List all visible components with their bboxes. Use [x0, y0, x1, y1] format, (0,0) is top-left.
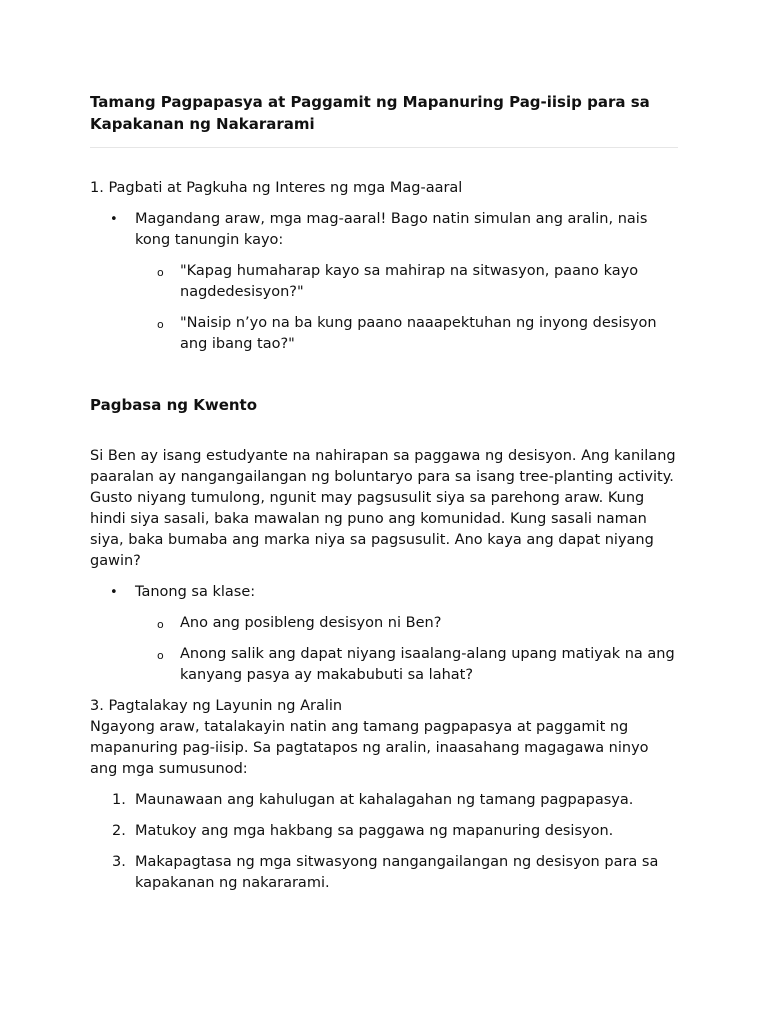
list-item: [90, 821, 678, 842]
story-paragraph: Si Ben ay isang estudyante na nahirapan sa paggawa ng desisyon. Ang kanilang paaralan ay nangangailangan ng boluntaryo para sa isang tree-planting activity. Gusto niyang tumulong, ngunit may pagsusulit siya sa parehong araw. Kung hindi siya sasali, baka mawalan ng puno ang komunidad. Kung sasali naman siya, baka bumaba ang marka niya sa pagsusulit. Ano kaya ang dapat niyang gawin?: [90, 448, 676, 569]
list-item: [90, 852, 678, 894]
list-item: [90, 209, 678, 355]
section-3-intro: Ngayong araw, tatalakayin natin ang tamang pagpapasya at paggamit ng mapanuring pag-iisip. Sa pagtatapos ng aralin, inaasahang magagawa ninyo ang mga sumusunod:: [90, 719, 649, 777]
section-1-heading: 1. Pagbati at Pagkuha ng Interes ng mga Mag-aaral: [90, 180, 463, 196]
list-number: 1.: [112, 792, 126, 808]
section-2-sub-list: [135, 613, 678, 686]
section-3-heading: 3. Pagtalakay ng Layunin ng Aralin: [90, 698, 343, 714]
list-item: [90, 790, 678, 811]
list-item: o "Kapag humaharap kayo sa mahirap na sitwasyon, paano kayo nagdedesisyon?": [135, 261, 678, 303]
document-title: Tamang Pagpapasya at Paggamit ng Mapanuring Pag-iisip para sa Kapakanan ng Nakararami: [90, 93, 650, 133]
objectives-list: [90, 790, 678, 894]
list-item: o Anong salik ang dapat niyang isaalang-alang upang matiyak na ang kanyang pasya ay makabubuti sa lahat?: [135, 644, 678, 686]
list-item-text: Matukoy ang mga hakbang sa paggawa ng mapanuring desisyon.: [135, 823, 614, 839]
list-number: 3.: [112, 854, 126, 870]
list-item: o "Naisip n’yo na ba kung paano naaapektuhan ng inyong desisyon ang ibang tao?": [135, 313, 678, 355]
list-item: o Ano ang posibleng desisyon ni Ben?: [135, 613, 678, 634]
list-item: [90, 582, 678, 686]
title-divider: [90, 147, 678, 148]
section-2-heading: Pagbasa ng Kwento: [90, 396, 258, 414]
section-2-bullet-text: Tanong sa klase:: [135, 584, 256, 600]
list-item-text: Makapagtasa ng mga sitwasyong nangangailangan ng desisyon para sa kapakanan ng nakararami.: [135, 854, 659, 891]
section-2-bullet-list: [90, 582, 678, 686]
section-1-bullet-list: [90, 209, 678, 355]
list-item-text: Maunawaan ang kahulugan at kahalagahan ng tamang pagpapasya.: [135, 792, 634, 808]
section-1-sub-list: [135, 261, 678, 355]
list-number: 2.: [112, 823, 126, 839]
section-1-bullet-text: Magandang araw, mga mag-aaral! Bago natin simulan ang aralin, nais kong tanungin kayo:: [135, 211, 648, 248]
